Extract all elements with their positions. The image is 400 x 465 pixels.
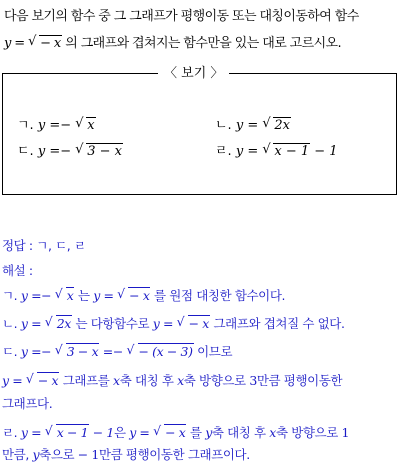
- sqrt-symbol: √ − x: [28, 30, 62, 57]
- sqrt-symbol: √ 3 − x: [75, 142, 123, 162]
- question-text: [4, 3, 398, 57]
- option-rieul: ㄹ. y = √ x − 1 − 1: [215, 142, 338, 162]
- question-line-2: [4, 30, 398, 57]
- explanation-line-3: ㄷ. y =− √ 3 − x =− √ − (x − 3) 이므로: [2, 342, 232, 362]
- question-line-2-text: 의 그래프와 겹쳐지는 함수만을 있는 대로 고르시오.: [61, 36, 342, 51]
- option-giyeok: ㄱ. y =− √ x: [17, 116, 96, 136]
- option-digeut: ㄷ. y =− √ 3 − x: [17, 142, 123, 162]
- options-box: [2, 66, 397, 195]
- sqrt-symbol: √ 2x: [262, 116, 291, 136]
- explanation-line-6: ㄹ. y = √ x − 1 − 1은 y = √ − x 를 y축 대칭 후 x축 방향으로 1: [2, 423, 349, 443]
- explanation-line-5: 그래프다.: [2, 396, 53, 411]
- answer-label: 정답 : ㄱ, ㄷ, ㄹ: [2, 238, 86, 253]
- explanation-line-7: 만큼, y축으로 − 1만큼 평행이동한 그래프이다.: [2, 447, 250, 462]
- explanation-line-4: y = √ − x 그래프를 x축 대칭 후 x축 방향으로 3만큼 평행이동한: [2, 371, 342, 391]
- explanation-label: 해설 :: [2, 263, 33, 278]
- sqrt-symbol: √ x − 1: [262, 142, 310, 162]
- options-box-title: 〈 보기 〉: [158, 65, 229, 83]
- question-equation: y =: [4, 36, 29, 51]
- option-nieun: ㄴ. y = √ 2x: [215, 116, 291, 136]
- sqrt-symbol: √ x: [75, 116, 95, 136]
- explanation-line-1: ㄱ. y =− √ x 는 y = √ − x 를 원점 대칭한 함수이다.: [2, 286, 285, 306]
- explanation-line-2: ㄴ. y = √ 2x 는 다항함수로 y = √ − x 그래프와 겹쳐질 수 없다.: [2, 314, 345, 334]
- question-line-1: 다음 보기의 함수 중 그 그래프가 평행이동 또는 대칭이동하여 함수: [4, 9, 359, 24]
